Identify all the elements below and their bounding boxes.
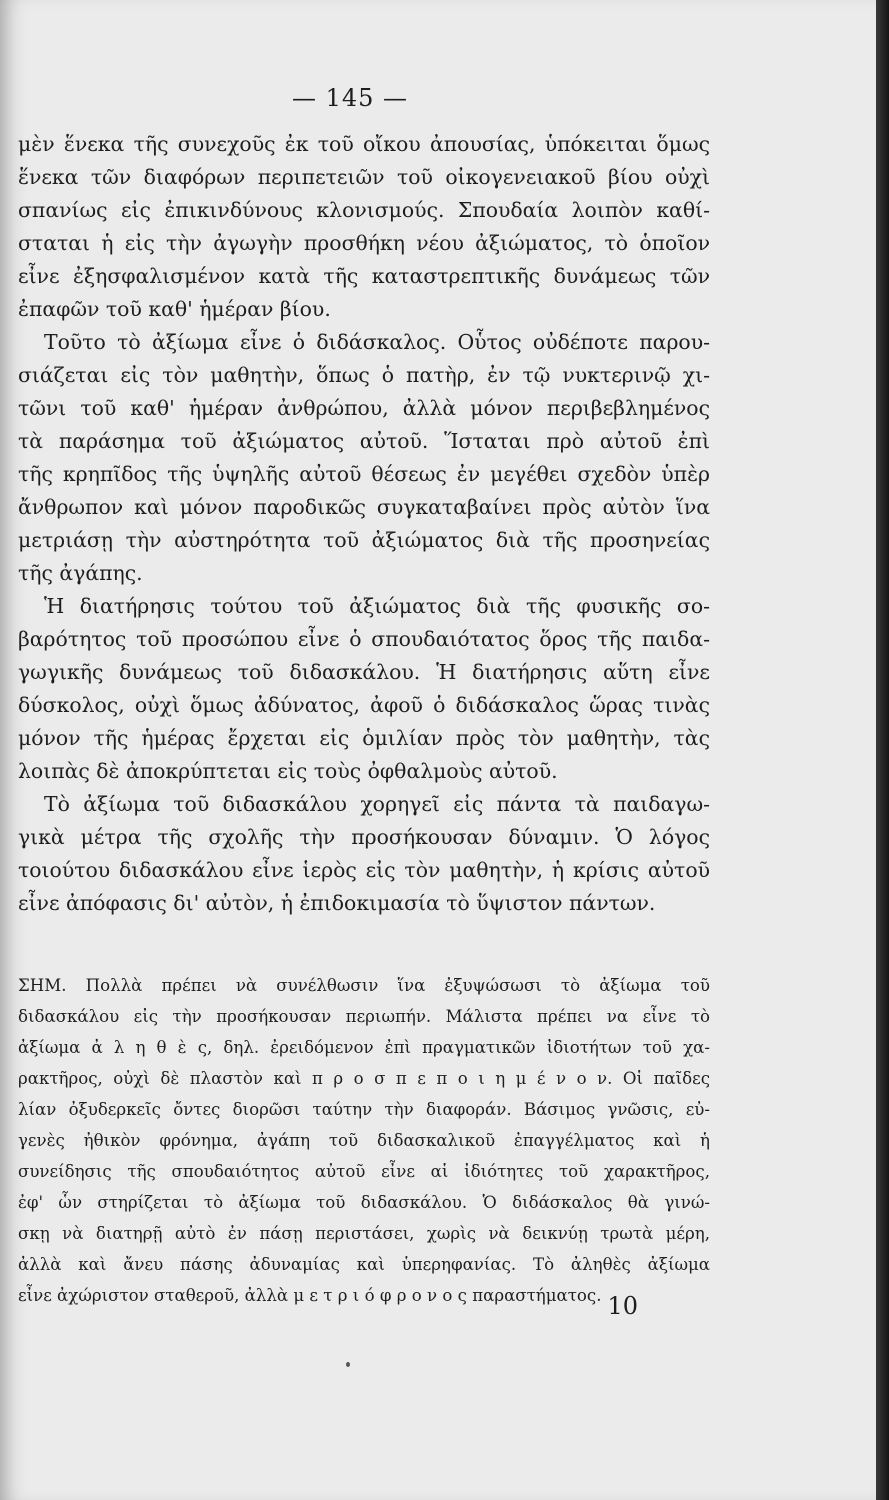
paragraph xyxy=(18,590,710,788)
note-line: διδασκάλου εἰς τὴν προσήκουσαν περιωπήν. Μάλιστα πρέπει να εἶνε τὸ xyxy=(18,1007,710,1026)
scan-edge xyxy=(876,0,889,1500)
paragraph xyxy=(18,326,710,590)
text-line: λοιπὰς δὲ ἀποκρύπτεται εἰς τοὺς ὀφθαλμοὺς αὐτοῦ. xyxy=(18,759,558,783)
text-line: μὲν ἕνεκα τῆς συνεχοῦς ἐκ τοῦ οἴκου ἀπουσίας, ὑπόκειται ὅμως xyxy=(18,132,710,156)
text-line: τῆς ἀγάπης. xyxy=(18,561,143,585)
note-line: σκῃ νὰ διατηρῇ αὐτὸ ἐν πάσῃ περιστάσει, χωρὶς νὰ δεικνύῃ τρωτὰ μέρη, xyxy=(18,1224,710,1243)
note-line: ἐφ' ὧν στηρίζεται τὸ ἀξίωμα τοῦ διδασκάλου. Ὁ διδάσκαλος θὰ γινώ- xyxy=(18,1193,710,1212)
signature-mark: 10 xyxy=(607,1292,638,1320)
text-line: τῶνι τοῦ καθ' ἡμέραν ἀνθρώπου, ἀλλὰ μόνον περιβεβλημένος xyxy=(18,396,710,420)
text-line: εἶνε ἀπόφασις δι' αὐτὸν, ἡ ἐπιδοκιμασία τὸ ὕψιστον πάντων. xyxy=(18,891,656,915)
ink-speck xyxy=(346,1362,350,1367)
text-line: Τὸ ἀξίωμα τοῦ διδασκάλου χορηγεῖ εἰς πάντα τὰ παιδαγω- xyxy=(44,792,710,816)
text-line: γωγικῆς δυνάμεως τοῦ διδασκάλου. Ἡ διατήρησις αὕτη εἶνε xyxy=(18,660,710,684)
text-line: εἶνε ἐξησφαλισμένον κατὰ τῆς καταστρεπτικῆς δυνάμεως τῶν xyxy=(18,264,710,288)
note-line: γενὲς ἠθικὸν φρόνημα, ἀγάπη τοῦ διδασκαλικοῦ ἐπαγγέλματος καὶ ἡ xyxy=(18,1131,710,1150)
paragraph xyxy=(18,128,710,326)
text-line: ἕνεκα τῶν διαφόρων περιπετειῶν τοῦ οἰκογενειακοῦ βίου οὐχὶ xyxy=(18,165,710,189)
note-line: συνείδησις τῆς σπουδαιότητος αὐτοῦ εἶνε αἱ ἰδιότητες τοῦ χαρακτῆρος, xyxy=(18,1162,710,1181)
text-line: σπανίως εἰς ἐπικινδύνους κλονισμούς. Σπουδαία λοιπὸν καθί- xyxy=(18,198,710,222)
main-text xyxy=(18,128,710,920)
text-line: τὰ παράσημα τοῦ ἀξιώματος αὐτοῦ. Ἵσταται πρὸ αὐτοῦ ἐπὶ xyxy=(18,429,710,453)
note-line: ἀξίωμα ἀ λ η θ ὲ ς, δηλ. ἐρειδόμενον ἐπὶ πραγματικῶν ἰδιοτήτων τοῦ χα- xyxy=(18,1038,710,1057)
text-line: τῆς κρηπῖδος τῆς ὑψηλῆς αὐτοῦ θέσεως ἐν μεγέθει σχεδὸν ὑπὲρ xyxy=(18,462,710,486)
text-line: ἄνθρωπον καὶ μόνον παροδικῶς συγκαταβαίνει πρὸς αὐτὸν ἵνα xyxy=(18,495,710,519)
note-line: εἶνε ἀχώριστον σταθεροῦ, ἀλλὰ μ ε τ ρ ι ό φ ρ ο ν ο ς παραστήματος. xyxy=(18,1286,602,1305)
text-line: γικὰ μέτρα τῆς σχολῆς τὴν προσήκουσαν δύναμιν. Ὁ λόγος xyxy=(18,825,710,849)
text-line: σιάζεται εἰς τὸν μαθητὴν, ὅπως ὁ πατὴρ, ἐν τῷ νυκτερινῷ χι- xyxy=(18,363,710,387)
text-line: βαρότητος τοῦ προσώπου εἶνε ὁ σπουδαιότατος ὅρος τῆς παιδα- xyxy=(18,627,710,651)
text-line: Τοῦτο τὸ ἀξίωμα εἶνε ὁ διδάσκαλος. Οὗτος οὐδέποτε παρου- xyxy=(44,330,710,354)
note-line: ἀλλὰ καὶ ἄνευ πάσης ἀδυναμίας καὶ ὑπερηφανίας. Τὸ ἀληθὲς ἀξίωμα xyxy=(18,1255,710,1274)
text-line: μετριάσῃ τὴν αὐστηρότητα τοῦ ἀξιώματος διὰ τῆς προσηνείας xyxy=(18,528,710,552)
text-line: τοιούτου διδασκάλου εἶνε ἱερὸς εἰς τὸν μαθητὴν, ἡ κρίσις αὐτοῦ xyxy=(18,858,710,882)
note-line: λίαν ὀξυδερκεῖς ὄντες διορῶσι ταύτην τὴν διαφοράν. Βάσιμος γνῶσις, εὐ- xyxy=(18,1100,710,1119)
text-line: ἐπαφῶν τοῦ καθ' ἡμέραν βίου. xyxy=(18,297,331,321)
text-line: δύσκολος, οὐχὶ ὅμως ἀδύνατος, ἀφοῦ ὁ διδάσκαλος ὥρας τινὰς xyxy=(18,693,710,717)
page-number-header: — 145 — xyxy=(291,84,409,112)
text-line: μόνον τῆς ἡμέρας ἔρχεται εἰς ὁμιλίαν πρὸς τὸν μαθητὴν, τὰς xyxy=(18,726,710,750)
footnote xyxy=(18,970,710,1311)
paragraph xyxy=(18,788,710,920)
note-line: ρακτῆρος, οὐχὶ δὲ πλαστὸν καὶ π ρ ο σ π ε π ο ι η μ έ ν ο ν. Οἱ παῖδες xyxy=(18,1069,710,1088)
text-line: σταται ἡ εἰς τὴν ἀγωγὴν προσθήκη νέου ἀξιώματος, τὸ ὁποῖον xyxy=(18,231,710,255)
text-line: Ἡ διατήρησις τούτου τοῦ ἀξιώματος διὰ τῆς φυσικῆς σο- xyxy=(44,594,710,618)
note-line: ΣΗΜ. Πολλὰ πρέπει νὰ συνέλθωσιν ἵνα ἐξυψώσωσι τὸ ἀξίωμα τοῦ xyxy=(18,976,710,995)
